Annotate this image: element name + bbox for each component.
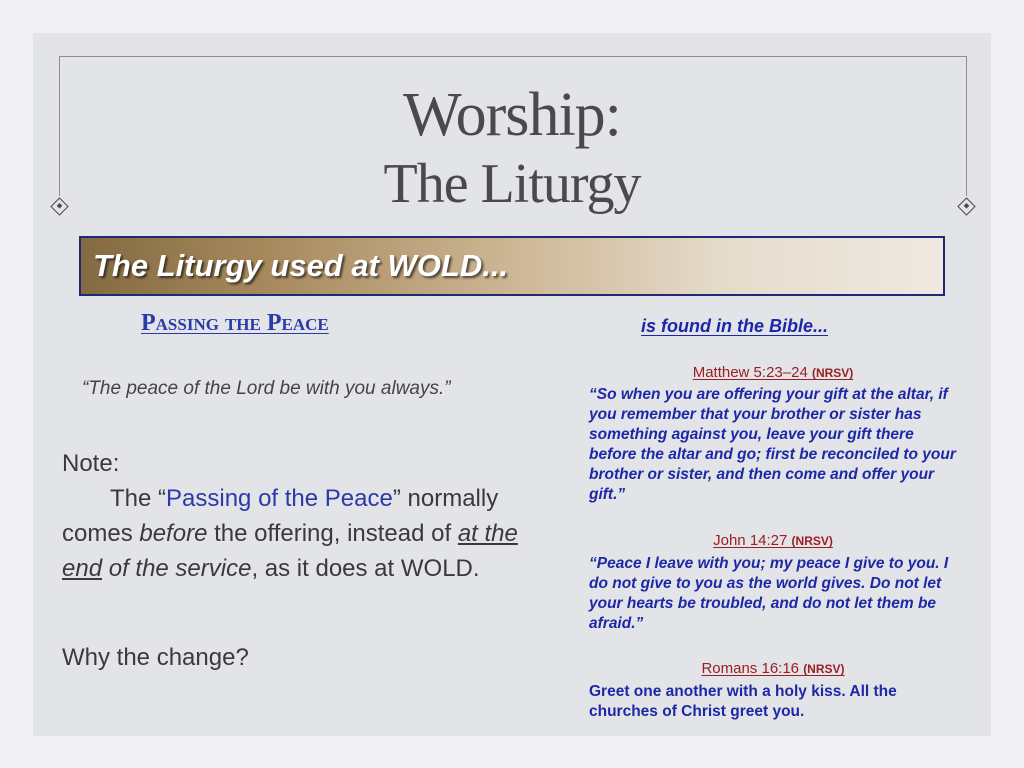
note-paragraph: [62, 446, 532, 586]
scripture-verse: “Peace I leave with you; my peace I give to you. I do not give to you as the world gives. Do not let your hearts be troubled, and do not let them be afraid.”: [589, 555, 949, 632]
note-text: normally comes: [62, 485, 499, 547]
note-emphasis: of the service: [108, 555, 252, 582]
reference-citation: Matthew 5:23–24: [692, 364, 808, 381]
note-text: The “: [110, 485, 167, 512]
note-body: [62, 481, 532, 586]
scripture-verse: Greet one another with a holy kiss. All the churches of Christ greet you.: [589, 683, 897, 720]
reference-version: (NRSV): [791, 534, 833, 548]
reference-citation: John 14:27: [713, 532, 788, 549]
note-label: Note:: [62, 450, 120, 477]
scripture-reference: [588, 660, 958, 677]
slide-title: Worship:: [403, 81, 621, 149]
banner-text: The Liturgy used at WOLD...: [93, 248, 509, 283]
reference-version: (NRSV): [803, 662, 845, 676]
note-emphasis: before: [139, 520, 208, 547]
reference-version: (NRSV): [811, 366, 854, 380]
peace-quote: “The peace of the Lord be with you always.”: [82, 378, 451, 399]
note-text: ”: [392, 485, 401, 512]
reference-citation: Romans 16:16: [701, 660, 800, 677]
passing-peace-heading: Passing the Peace: [141, 310, 329, 336]
note-emphasis: at the end: [62, 520, 518, 582]
why-question: Why the change?: [62, 644, 249, 671]
found-in-bible-heading: is found in the Bible...: [641, 316, 828, 336]
frame-top-line: [59, 56, 967, 57]
section-banner: [79, 236, 945, 296]
note-text: , as it does at WOLD.: [251, 555, 480, 582]
note-highlight: Passing of the Peace: [166, 485, 393, 512]
slide-subtitle: The Liturgy: [383, 153, 641, 215]
scripture-reference: [588, 364, 958, 381]
note-text: [102, 555, 109, 582]
scripture-reference: [588, 532, 958, 549]
note-text: the offering, instead of: [207, 520, 458, 547]
scripture-verse: “So when you are offering your gift at the altar, if you remember that your brother or sister has something against you, leave your gift there before the altar and go; first be reconciled to your brother or sister, and then come and offer your gift.”: [589, 386, 956, 503]
